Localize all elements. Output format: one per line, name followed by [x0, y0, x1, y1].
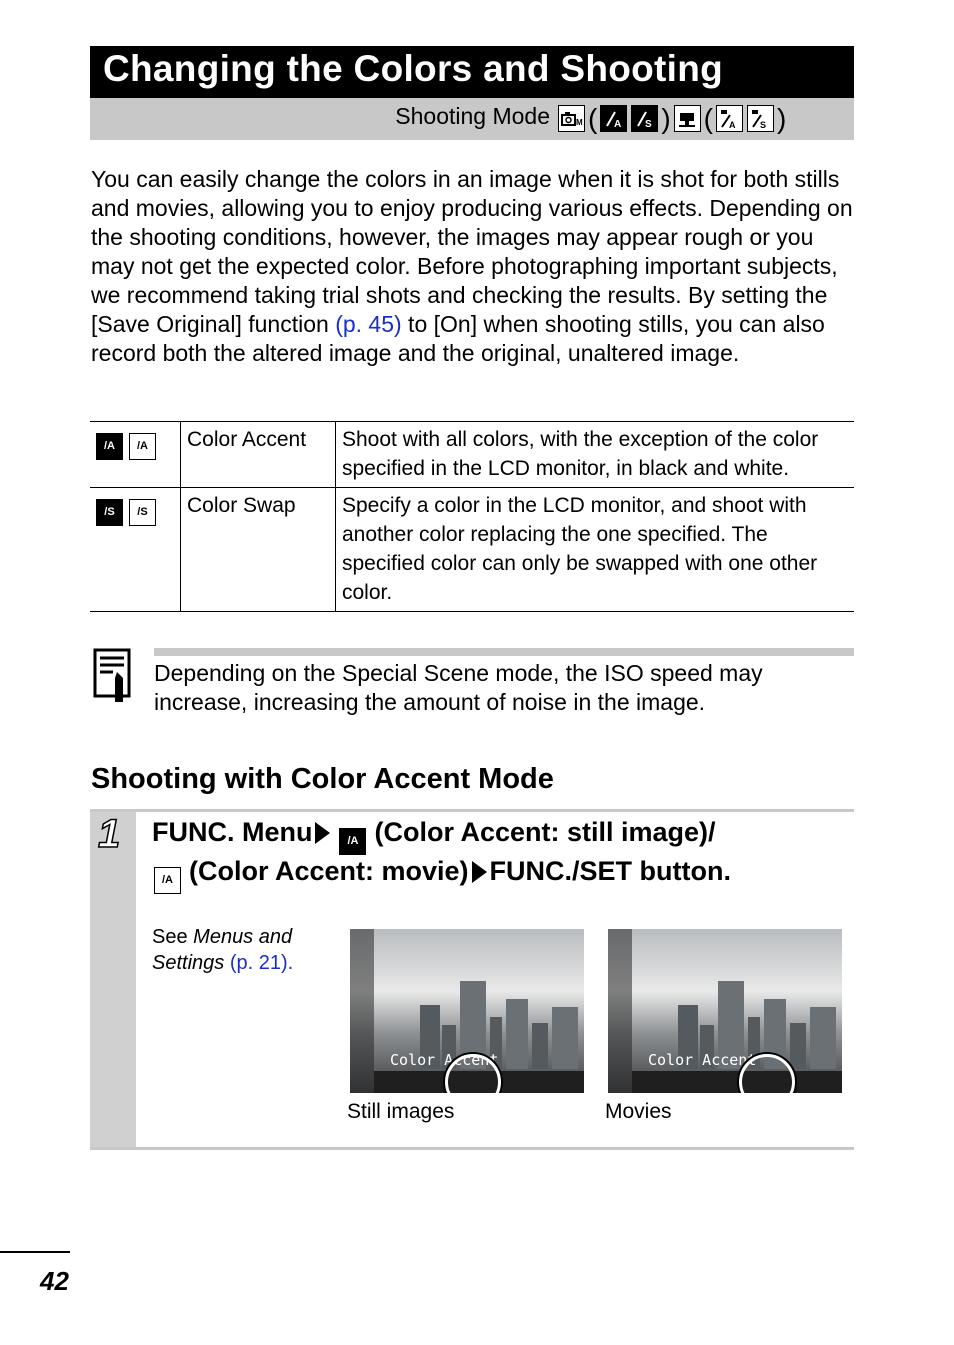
note-icon	[93, 648, 133, 704]
table-cell-description: Shoot with all colors, with the exception of the color specified in the LCD monitor, in black and white.	[342, 428, 819, 480]
table-cell-description: Specify a color in the LCD monitor, and shoot with another color replacing the one specified. The specified color can only be swapped with one other color.	[342, 494, 818, 604]
shooting-mode-icons	[556, 102, 787, 135]
table-cell-name: Color Swap	[181, 488, 336, 612]
see-prefix: See	[152, 926, 194, 948]
step-sidebar	[90, 812, 136, 1150]
screenshot-label: Color Accent	[648, 1051, 757, 1069]
step-number: 1	[98, 812, 121, 856]
movie-color-swap-icon: /S	[129, 499, 156, 526]
see-title: Menus and Settings	[152, 926, 293, 974]
svg-text:M: M	[575, 117, 583, 127]
section-rule	[90, 809, 854, 812]
intro-paragraph	[91, 165, 855, 368]
step-instruction	[152, 816, 852, 894]
svg-text:S: S	[644, 118, 652, 129]
page-number-rule	[0, 1251, 70, 1253]
color-accent-icon	[600, 105, 627, 132]
movie-icon	[674, 105, 701, 132]
color-mode-table	[90, 421, 854, 612]
still-image-screenshot	[350, 929, 584, 1093]
svg-text:S: S	[760, 119, 767, 129]
step-bottom-rule	[90, 1147, 854, 1150]
page-title: Changing the Colors and Shooting	[103, 48, 724, 89]
caption-still-images: Still images	[347, 1100, 455, 1123]
note-text: Depending on the Special Scene mode, the ISO speed may increase, increasing the amount of noise in the image.	[154, 660, 763, 715]
color-accent-icon: /A	[96, 433, 123, 460]
table-row	[90, 488, 854, 612]
step-text-part: (Color Accent: movie)	[189, 856, 469, 886]
paren-close: )	[661, 102, 671, 134]
step-text-part: FUNC./SET button.	[489, 856, 732, 886]
movie-color-accent-icon: /A	[129, 433, 156, 460]
shooting-mode-label: Shooting Mode	[395, 103, 550, 129]
note-bar	[154, 648, 854, 656]
screenshot-label: Color Accent	[390, 1051, 499, 1069]
svg-text:A: A	[613, 118, 622, 129]
movie-color-accent-icon: /A	[154, 867, 181, 894]
intro-text: You can easily change the colors in an image when it is shot for both stills and movies, allowing you to enjoy producing various effects. Depending on the shooting conditions, however, the images may appear rough or you may not get the expected color. Before photographing important subjects, we recommend taking trial shots and checking the results. By setting the [Save Original] function	[91, 166, 853, 337]
page-link[interactable]: (p. 21).	[229, 952, 294, 974]
page-link[interactable]: (p. 45)	[335, 311, 402, 337]
section-title: Shooting with Color Accent Mode	[91, 763, 554, 795]
color-swap-icon	[631, 105, 658, 132]
see-reference	[152, 924, 332, 976]
color-accent-icon: /A	[339, 828, 366, 855]
color-swap-icon: /S	[96, 499, 123, 526]
paren-open: (	[588, 102, 598, 134]
paren-close: )	[776, 102, 787, 134]
table-cell-name: Color Accent	[181, 422, 336, 488]
shooting-mode-bar	[90, 98, 854, 140]
arrow-right-icon	[315, 822, 330, 844]
movie-color-accent-icon	[716, 105, 743, 132]
intro-text: to [On] when shooting stills, you can also record both the altered image and the original, unaltered image.	[91, 311, 825, 366]
step-text-part: (Color Accent: still image)/	[374, 817, 716, 847]
movie-color-swap-icon	[747, 105, 774, 132]
table-row	[90, 422, 854, 488]
page-number: 42	[40, 1266, 69, 1296]
arrow-right-icon	[472, 861, 487, 883]
svg-text:A: A	[729, 119, 736, 129]
step-text-part: FUNC. Menu	[152, 817, 313, 847]
title-bar	[90, 46, 854, 98]
table-cell-icons	[90, 422, 181, 488]
camera-manual-icon	[558, 105, 585, 132]
paren-open: (	[703, 102, 713, 134]
table-cell-icons	[90, 488, 181, 612]
movie-screenshot	[608, 929, 842, 1093]
caption-movies: Movies	[605, 1100, 672, 1123]
